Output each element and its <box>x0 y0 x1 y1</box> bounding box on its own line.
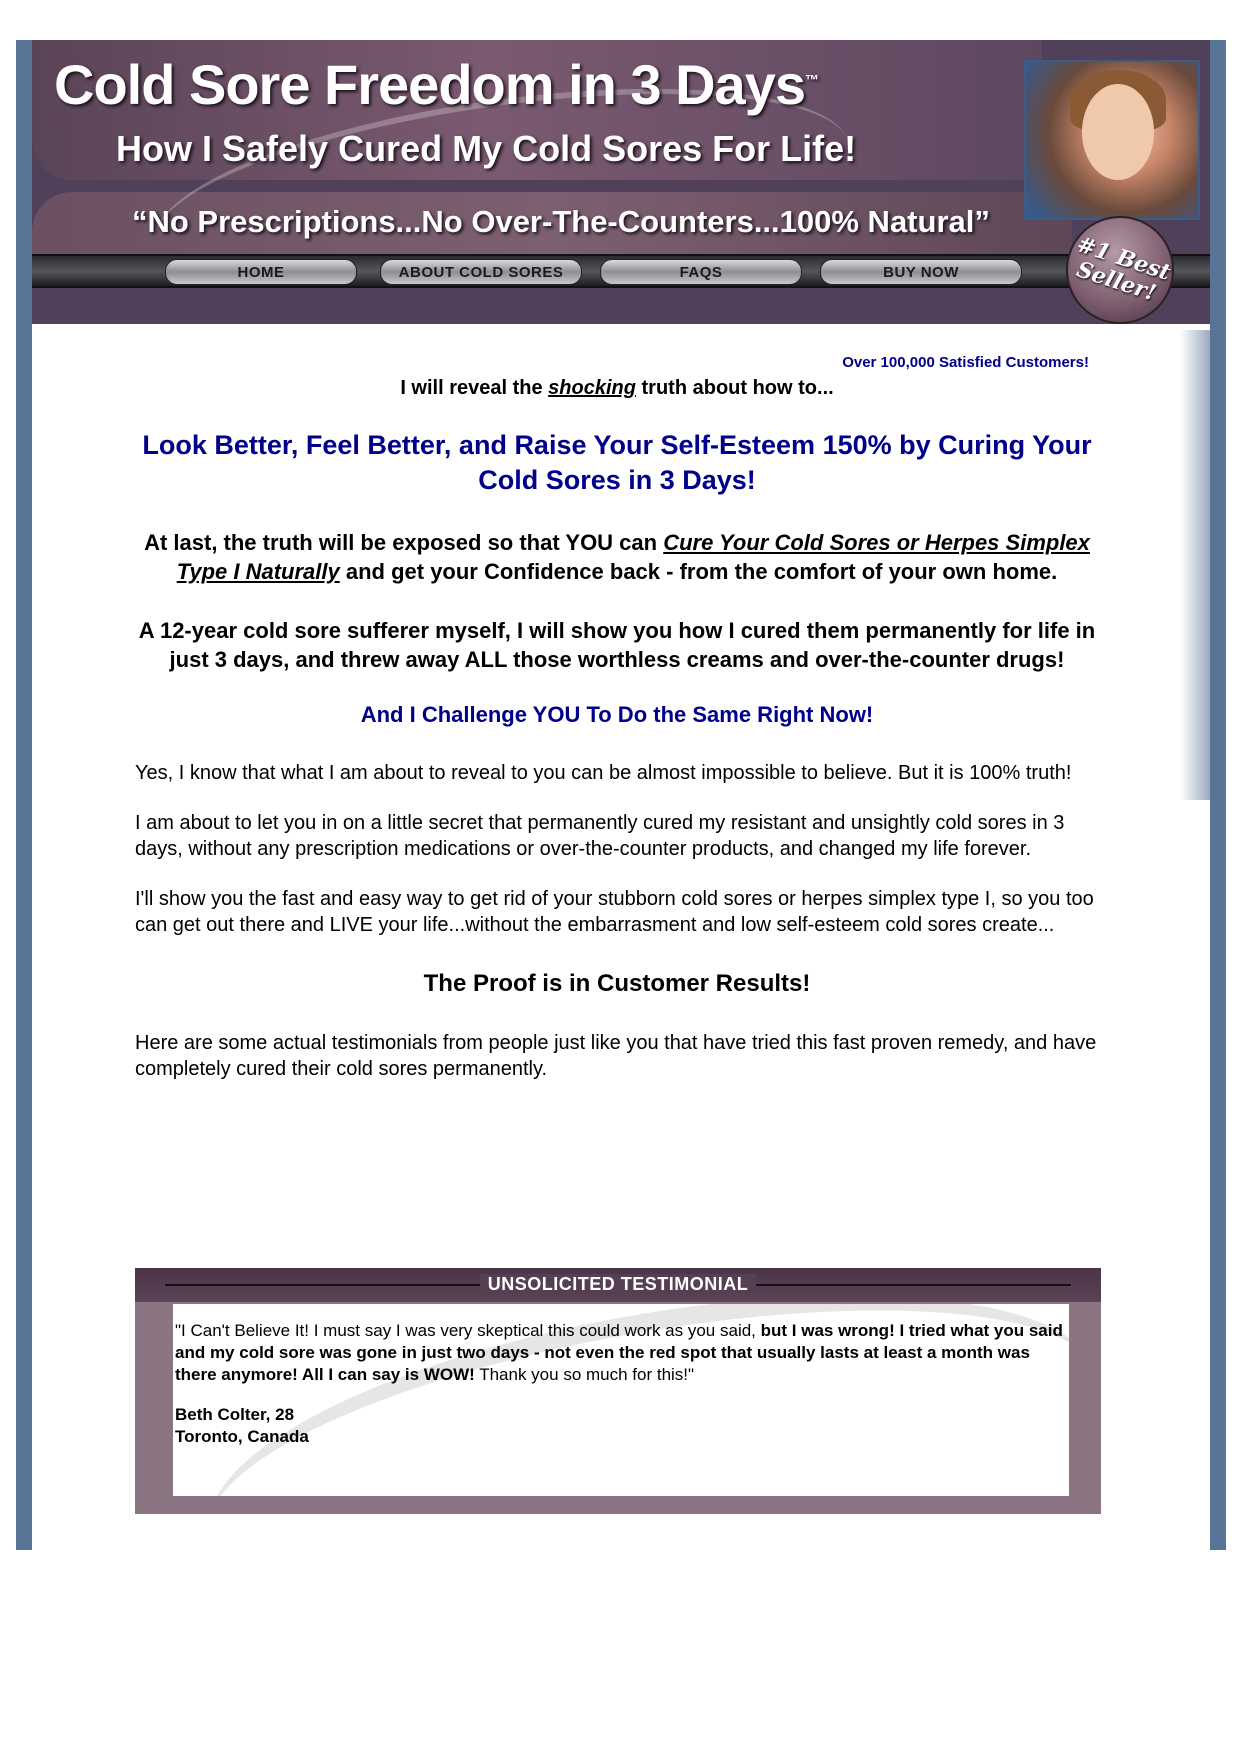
nav-about-cold-sores[interactable]: ABOUT COLD SORES <box>380 259 582 285</box>
testimonial-author-location: Toronto, Canada <box>175 1427 309 1446</box>
body-paragraph-2: I am about to let you in on a little secret that permanently cured my resistant and unsightly cold sores in 3 days, without any prescription medications or over-the-counter products, and changed my life forever. <box>135 812 1065 860</box>
site-tagline: “No Prescriptions...No Over-The-Counters...100% Natural” <box>132 204 990 239</box>
subheadline-truth: At last, the truth will be exposed so that YOU can Cure Your Cold Sores or Herpes Simplex Type I Naturally and get your Confidence back - from the comfort of your own home. <box>144 530 1090 584</box>
challenge-line: And I Challenge YOU To Do the Same Right Now! <box>360 702 874 727</box>
testimonial-box <box>135 1268 1101 1514</box>
testimonial-header <box>135 1268 1101 1302</box>
intro-emphasis: shocking <box>548 377 636 399</box>
site-title: Cold Sore Freedom in 3 Days™ <box>54 53 818 116</box>
body-paragraph-1: Yes, I know that what I am about to reveal to you can be almost impossible to believe. But it is 100% truth! <box>135 762 1072 784</box>
photo-face <box>1082 84 1154 180</box>
nav-buy-now[interactable]: BUY NOW <box>820 259 1022 285</box>
main-headline: Look Better, Feel Better, and Raise Your Self-Esteem 150% by Curing Your Cold Sores in 3 Days! <box>142 430 1092 495</box>
best-seller-badge: #1 Best Seller! <box>1052 202 1188 324</box>
right-border <box>1210 40 1226 1550</box>
trademark-symbol: ™ <box>804 71 818 88</box>
right-gradient-decoration <box>1180 330 1210 800</box>
subheadline-sufferer: A 12-year cold sore sufferer myself, I will show you how I cured them permanently for life in just 3 days, and threw away ALL those worthless creams and over-the-counter drugs! <box>138 618 1096 672</box>
testimonial-panel <box>173 1304 1069 1496</box>
site-subtitle: How I Safely Cured My Cold Sores For Life! <box>116 128 857 169</box>
testimonial-quote: "I Can't Believe It! I must say I was very skeptical this could work as you said, but I was wrong! I tried what you said and my cold sore was gone in just two days - not even the red spot that usually lasts at least a month was there anymore! All I can say is WOW! Thank you so much for this!" <box>175 1321 1063 1384</box>
testimonial-quote-bold: but I was wrong! I tried what you said and my cold sore was gone in just two days - not even the red spot that usually lasts at least a month was there anymore! All I can say is WOW! <box>175 1321 1063 1384</box>
left-border <box>16 40 32 1550</box>
testimonial-author-name: Beth Colter, 28 <box>175 1405 295 1424</box>
body-paragraph-3: I'll show you the fast and easy way to get rid of your stubborn cold sores or herpes simplex type I, so you too can get out there and LIVE your life...without the embarrasment and low self-esteem cold sores create... <box>135 888 1094 936</box>
proof-heading: The Proof is in Customer Results! <box>423 970 811 997</box>
site-header <box>32 40 1210 324</box>
intro-line: I will reveal the shocking truth about how to... <box>400 377 834 399</box>
testimonials-intro: Here are some actual testimonials from people just like you that have tried this fast proven remedy, and have completely cured their cold sores permanently. <box>135 1032 1097 1080</box>
subheadline-emphasis: Cure Your Cold Sores or Herpes Simplex Type I Naturally <box>176 530 1090 584</box>
woman-photo <box>1024 60 1200 220</box>
satisfied-customers-note: Over 100,000 Satisfied Customers! <box>842 354 1089 371</box>
nav-home[interactable]: HOME <box>165 259 357 285</box>
main-nav <box>32 254 1210 288</box>
nav-faqs[interactable]: FAQS <box>600 259 802 285</box>
testimonial-label: UNSOLICITED TESTIMONIAL <box>135 1274 1101 1295</box>
testimonial-author <box>175 1404 1069 1448</box>
main-content <box>135 340 1099 1082</box>
